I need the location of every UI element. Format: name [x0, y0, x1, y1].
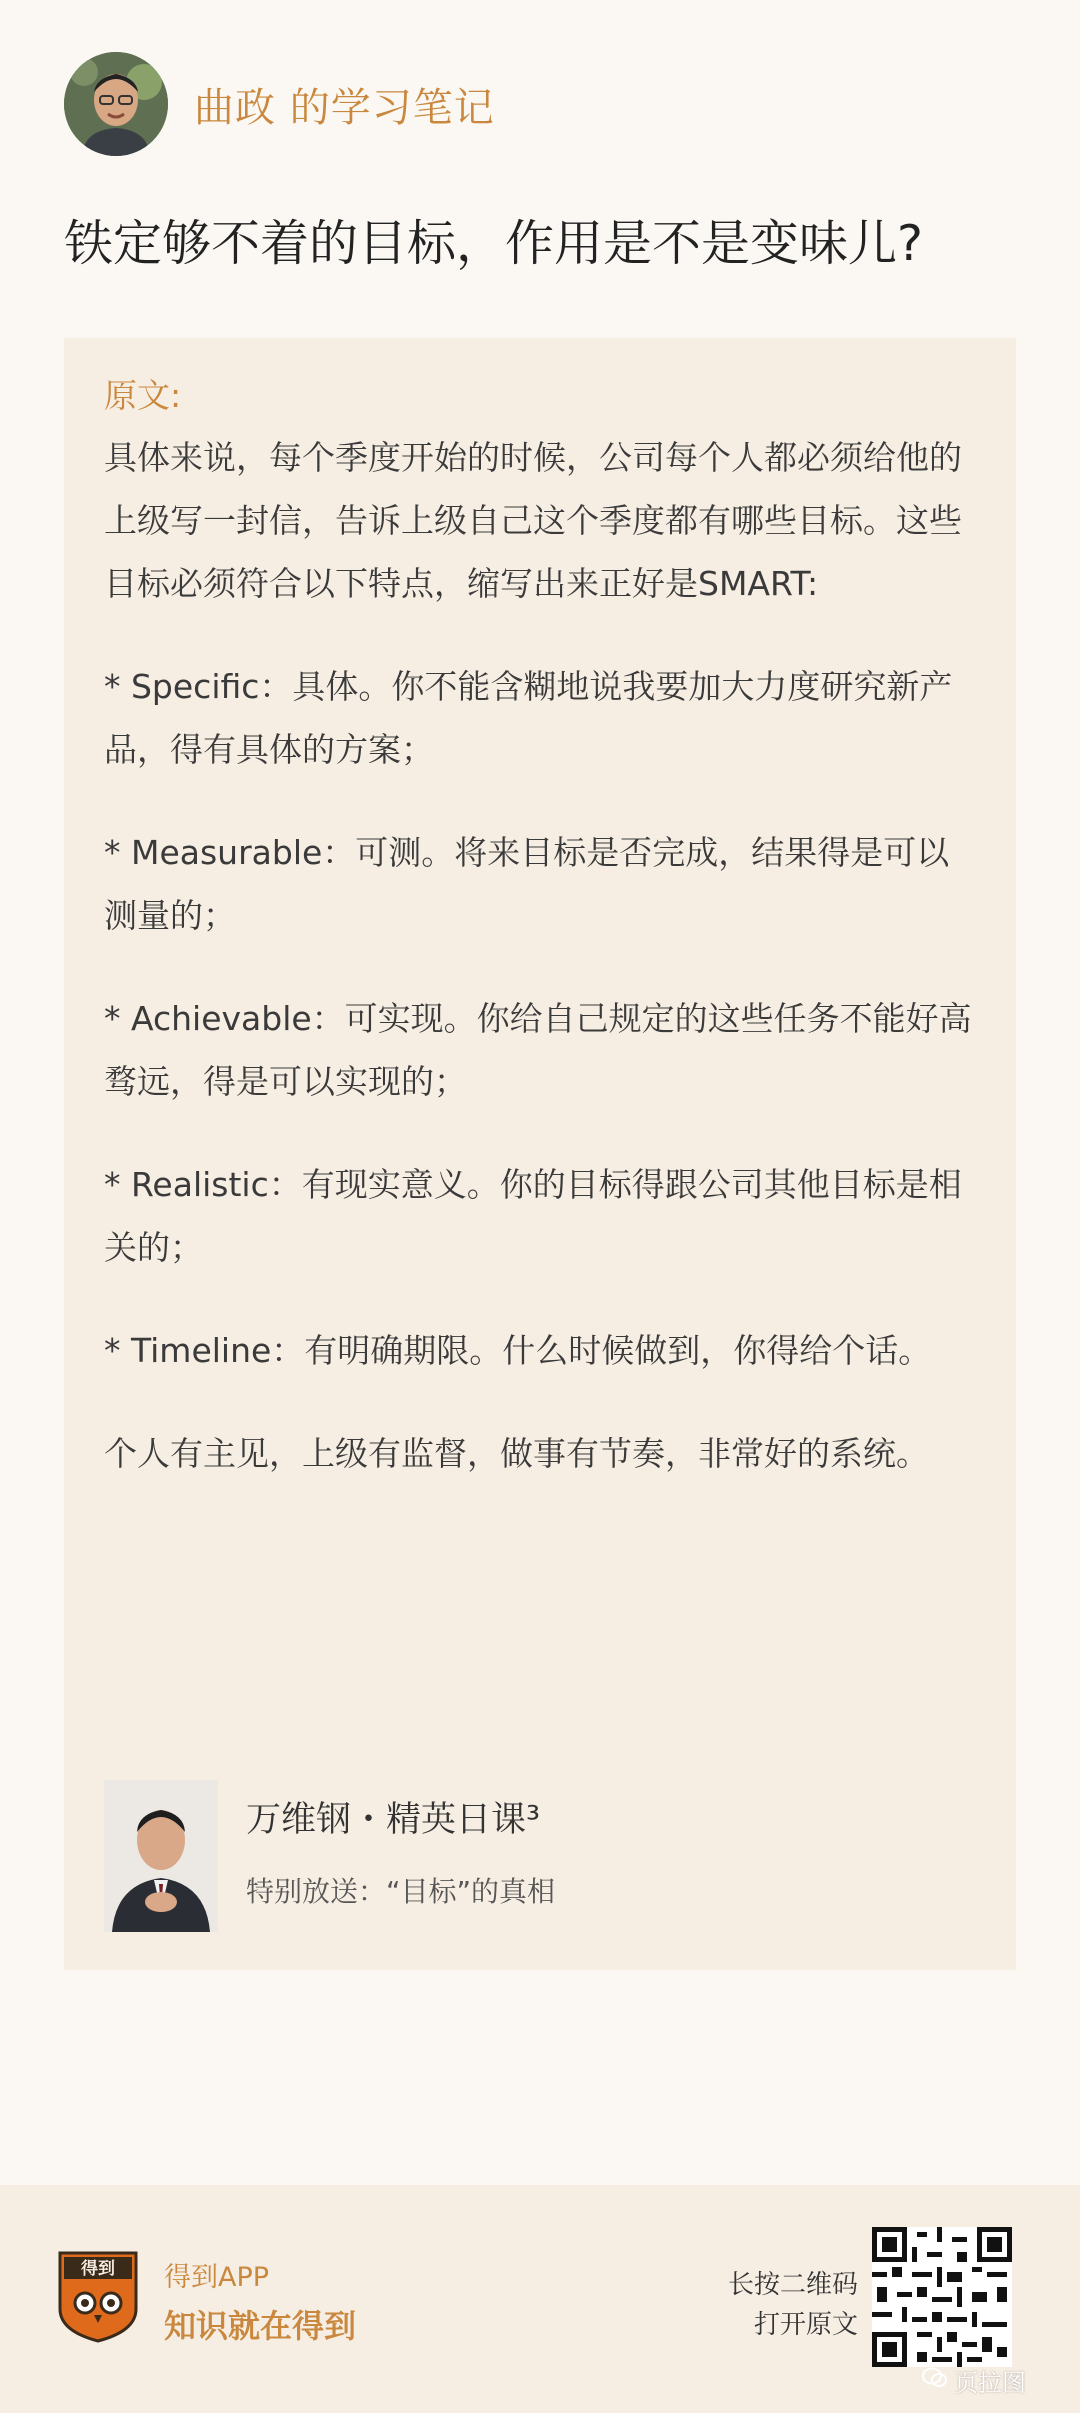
- qr-hint-line1: 长按二维码: [727, 2270, 858, 2300]
- wechat-icon: [922, 2367, 948, 2395]
- quote-paragraph-measurable: * Measurable：可测。将来目标是否完成，结果得是可以测量的；: [104, 833, 950, 935]
- watermark-text: 页拉图: [954, 2369, 1026, 2397]
- quote-paragraph-realistic: * Realistic：有现实意义。你的目标得跟公司其他目标是相关的；: [104, 1165, 962, 1267]
- watermark: [922, 2363, 1026, 2398]
- dedao-logo-icon: [58, 2251, 138, 2343]
- original-text-label: 原文:: [104, 376, 182, 415]
- app-name: 得到APP: [164, 2262, 270, 2293]
- svg-text:得到: 得到: [81, 2259, 115, 2279]
- author-name[interactable]: 曲政 的学习笔记: [194, 84, 495, 131]
- course-card[interactable]: [104, 1780, 555, 1932]
- quote-paragraph-summary: 个人有主见，上级有监督，做事有节奏，非常好的系统。: [104, 1434, 929, 1473]
- author-avatar[interactable]: [64, 52, 168, 156]
- course-thumbnail: [104, 1780, 218, 1932]
- original-text-body: [104, 426, 978, 1525]
- note-header: [64, 52, 495, 156]
- qr-hint: [728, 2265, 858, 2345]
- qr-hint-line2: 打开原文: [753, 2310, 858, 2340]
- original-text-box: [64, 338, 1016, 1970]
- quote-paragraph: 具体来说，每个季度开始的时候，公司每个人都必须给他的上级写一封信，告诉上级自己这个季度都有哪些目标。这些目标必须符合以下特点，缩写出来正好是SMART:: [104, 438, 962, 603]
- quote-paragraph-specific: * Specific：具体。你不能含糊地说我要加大力度研究新产品，得有具体的方案；: [104, 667, 953, 769]
- quote-paragraph-achievable: * Achievable：可实现。你给自己规定的这些任务不能好高骛远，得是可以实现的；: [104, 999, 972, 1101]
- qr-code-icon[interactable]: [872, 2227, 1012, 2367]
- course-info: [246, 1780, 555, 1910]
- course-subtitle[interactable]: 特别放送：“目标”的真相: [246, 1875, 556, 1908]
- app-footer: [0, 2185, 1080, 2413]
- quote-paragraph-timeline: * Timeline：有明确期限。什么时候做到，你得给个话。: [104, 1331, 932, 1370]
- note-title: 铁定够不着的目标，作用是不是变味儿?: [64, 215, 924, 272]
- app-slogan: 知识就在得到: [164, 2307, 357, 2345]
- course-title[interactable]: 万维钢・精英日课³: [246, 1800, 541, 1840]
